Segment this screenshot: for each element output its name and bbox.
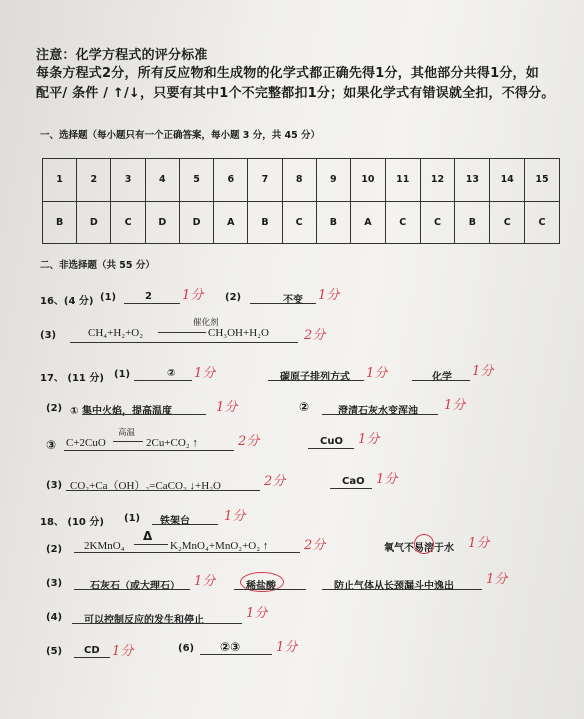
q18-condition: Δ bbox=[143, 529, 153, 543]
question-number-cell: 3 bbox=[111, 159, 145, 202]
q17-answer1a: ② bbox=[167, 368, 176, 379]
q17-equation3-arrow bbox=[113, 441, 143, 442]
q17-mark1a: 1分 bbox=[194, 366, 216, 381]
question-number-cell: 2 bbox=[77, 159, 111, 202]
q18-answer1: 铁架台 bbox=[160, 516, 190, 527]
question-number-cell: 13 bbox=[455, 159, 490, 202]
q18-mark3a: 1分 bbox=[194, 574, 216, 589]
answer-table bbox=[42, 158, 560, 244]
q16-equation-right: CH₃OH+H₂O bbox=[208, 327, 269, 339]
q16-part2: (2) bbox=[225, 292, 242, 303]
q17-condition3: 高温 bbox=[118, 428, 136, 438]
q17-label: 17、 (11 分) bbox=[40, 373, 104, 384]
q17-answer4b-line bbox=[330, 488, 372, 489]
q17-mark4: 2分 bbox=[264, 474, 286, 489]
q17-part2: (2) bbox=[46, 403, 63, 414]
answer-cell: B bbox=[316, 201, 350, 244]
q18-mark4: 1分 bbox=[246, 606, 268, 621]
q18-answer3b-line bbox=[234, 589, 306, 590]
q17-mark3b: 1分 bbox=[358, 432, 380, 447]
q18-answer4: 可以控制反应的发生和停止 bbox=[84, 615, 204, 626]
q16-equation-left: CH₄+H₂+O₂ bbox=[88, 327, 144, 339]
question-number-cell: 6 bbox=[214, 159, 248, 202]
answer-cell: C bbox=[525, 201, 560, 244]
question-number-cell: 7 bbox=[248, 159, 282, 202]
question-number-cell: 4 bbox=[145, 159, 179, 202]
q18-mark5: 1分 bbox=[112, 644, 134, 659]
q16-mark2: 1分 bbox=[318, 288, 340, 303]
answer-cell: C bbox=[385, 201, 420, 244]
q17-answer1b-line bbox=[268, 380, 364, 381]
q18-answer3c-line bbox=[322, 589, 482, 590]
q17-mark1c: 1分 bbox=[472, 364, 494, 379]
number-row bbox=[43, 159, 560, 202]
answer-cell: A bbox=[350, 201, 385, 244]
q17-answer3b: CuO bbox=[320, 436, 343, 447]
q18-mark2b: 1分 bbox=[468, 536, 490, 551]
answer-cell: B bbox=[43, 201, 77, 244]
q18-answer5: CD bbox=[84, 645, 100, 656]
q17-equation3-line bbox=[64, 450, 234, 451]
q18-part3: (3) bbox=[46, 578, 63, 589]
note-line-2: 配平/ 条件 / ↑/↓，只要有其中1个不完整都扣1分；如果化学式有错误就全扣，不得分。 bbox=[36, 86, 555, 101]
answer-cell: D bbox=[77, 201, 111, 244]
answer-cell: C bbox=[420, 201, 455, 244]
q17-part3: ③ bbox=[46, 438, 57, 452]
answer-cell: C bbox=[490, 201, 525, 244]
q17-answer3b-line bbox=[308, 448, 354, 449]
q17-mark3: 2分 bbox=[238, 434, 260, 449]
q17-answer2a-line bbox=[82, 414, 206, 415]
q16-answer1: 2 bbox=[145, 291, 152, 302]
answer-cell: C bbox=[111, 201, 145, 244]
q18-answer3a-line bbox=[74, 589, 190, 590]
q17-answer2b-number: ② bbox=[299, 400, 310, 414]
question-number-cell: 12 bbox=[420, 159, 455, 202]
q18-answer3b: 稀盐酸 bbox=[246, 581, 276, 592]
q17-equation3-right: 2Cu+CO₂ ↑ bbox=[146, 437, 198, 449]
note-line-1: 每条方程式2分，所有反应物和生成物的化学式都正确先得1分，其他部分共得1分，如 bbox=[36, 66, 539, 81]
q17-answer1a-line bbox=[134, 380, 192, 381]
q18-answer2b-circle bbox=[414, 534, 434, 554]
q16-equation-line bbox=[70, 342, 298, 343]
q16-answer2-line bbox=[250, 303, 316, 304]
q17-answer2b: 澄清石灰水变浑浊 bbox=[338, 406, 418, 417]
question-number-cell: 10 bbox=[350, 159, 385, 202]
answer-cell: D bbox=[179, 201, 213, 244]
q18-part2: (2) bbox=[46, 544, 63, 555]
q17-mark2b: 1分 bbox=[444, 398, 466, 413]
q18-answer5-line bbox=[74, 657, 110, 658]
q17-answer4b: CaO bbox=[342, 476, 365, 487]
q17-answer2a: ① 集中火焰，提高温度 bbox=[70, 406, 172, 417]
q18-mark2: 2分 bbox=[304, 538, 326, 553]
q18-equation-right: K₂MnO₄+MnO₂+O₂ ↑ bbox=[170, 540, 269, 552]
q18-part6: (6) bbox=[178, 643, 195, 654]
q17-answer1b: 碳原子排列方式 bbox=[280, 372, 350, 383]
q16-answer2: 不变 bbox=[283, 295, 303, 306]
section1-title: 一、选择题（每小题只有一个正确答案，每小题 3 分，共 45 分） bbox=[40, 130, 321, 141]
q17-equation4-line bbox=[66, 490, 260, 491]
q18-label: 18、 (10 分) bbox=[40, 517, 104, 528]
q18-mark1: 1分 bbox=[224, 509, 246, 524]
q18-answer4-line bbox=[72, 623, 242, 624]
q16-equation-arrow bbox=[158, 332, 206, 333]
q17-equation4: CO₂+Ca（OH）₂=CaCO₃ ↓+H₂O bbox=[70, 480, 221, 492]
q18-answer3a: 石灰石（或大理石） bbox=[90, 581, 180, 592]
section2-title: 二、非选择题（共 55 分） bbox=[40, 260, 155, 271]
answer-row bbox=[43, 201, 560, 244]
q18-answer6: ②③ bbox=[220, 640, 241, 654]
note-title: 注意：化学方程式的评分标准 bbox=[36, 48, 208, 63]
answer-cell: B bbox=[455, 201, 490, 244]
answer-cell: B bbox=[248, 201, 282, 244]
question-number-cell: 5 bbox=[179, 159, 213, 202]
q17-answer1c-line bbox=[412, 380, 470, 381]
q17-equation3-left: C+2CuO bbox=[66, 437, 106, 449]
q18-part5: (5) bbox=[46, 646, 63, 657]
q16-label: 16、(4 分) bbox=[40, 296, 94, 307]
answer-cell: A bbox=[214, 201, 248, 244]
answer-cell: C bbox=[282, 201, 316, 244]
question-number-cell: 9 bbox=[316, 159, 350, 202]
q18-answer6-line bbox=[200, 654, 272, 655]
q18-mark3c: 1分 bbox=[486, 572, 508, 587]
q17-mark2a: 1分 bbox=[216, 400, 238, 415]
q16-condition: 催化剂 bbox=[193, 318, 219, 328]
question-number-cell: 8 bbox=[282, 159, 316, 202]
q18-part4: (4) bbox=[46, 612, 63, 623]
q16-answer1-line bbox=[124, 303, 180, 304]
q18-part1: (1) bbox=[124, 513, 141, 524]
q18-equation-line bbox=[74, 552, 300, 553]
question-number-cell: 14 bbox=[490, 159, 525, 202]
question-number-cell: 11 bbox=[385, 159, 420, 202]
q16-mark1: 1分 bbox=[182, 288, 204, 303]
q18-answer3c: 防止气体从长颈漏斗中逸出 bbox=[334, 581, 454, 592]
q17-answer1c: 化学 bbox=[432, 372, 452, 383]
question-number-cell: 1 bbox=[43, 159, 77, 202]
q18-equation-left: 2KMnO₄ bbox=[84, 540, 125, 552]
q17-answer2b-line bbox=[322, 414, 438, 415]
q17-mark4b: 1分 bbox=[376, 472, 398, 487]
q18-equation-arrow bbox=[134, 544, 168, 545]
q16-part1: (1) bbox=[100, 292, 117, 303]
q17-part4: (3) bbox=[46, 480, 63, 491]
q18-answer1-line bbox=[152, 524, 218, 525]
question-number-cell: 15 bbox=[525, 159, 560, 202]
answer-cell: D bbox=[145, 201, 179, 244]
q16-mark3: 2分 bbox=[304, 328, 326, 343]
q16-part3: (3) bbox=[40, 330, 57, 341]
q17-mark1b: 1分 bbox=[366, 366, 388, 381]
q17-part1: (1) bbox=[114, 369, 131, 380]
q18-mark6: 1分 bbox=[276, 640, 298, 655]
q18-answer2b: 氧气不易溶于水 bbox=[384, 543, 454, 554]
